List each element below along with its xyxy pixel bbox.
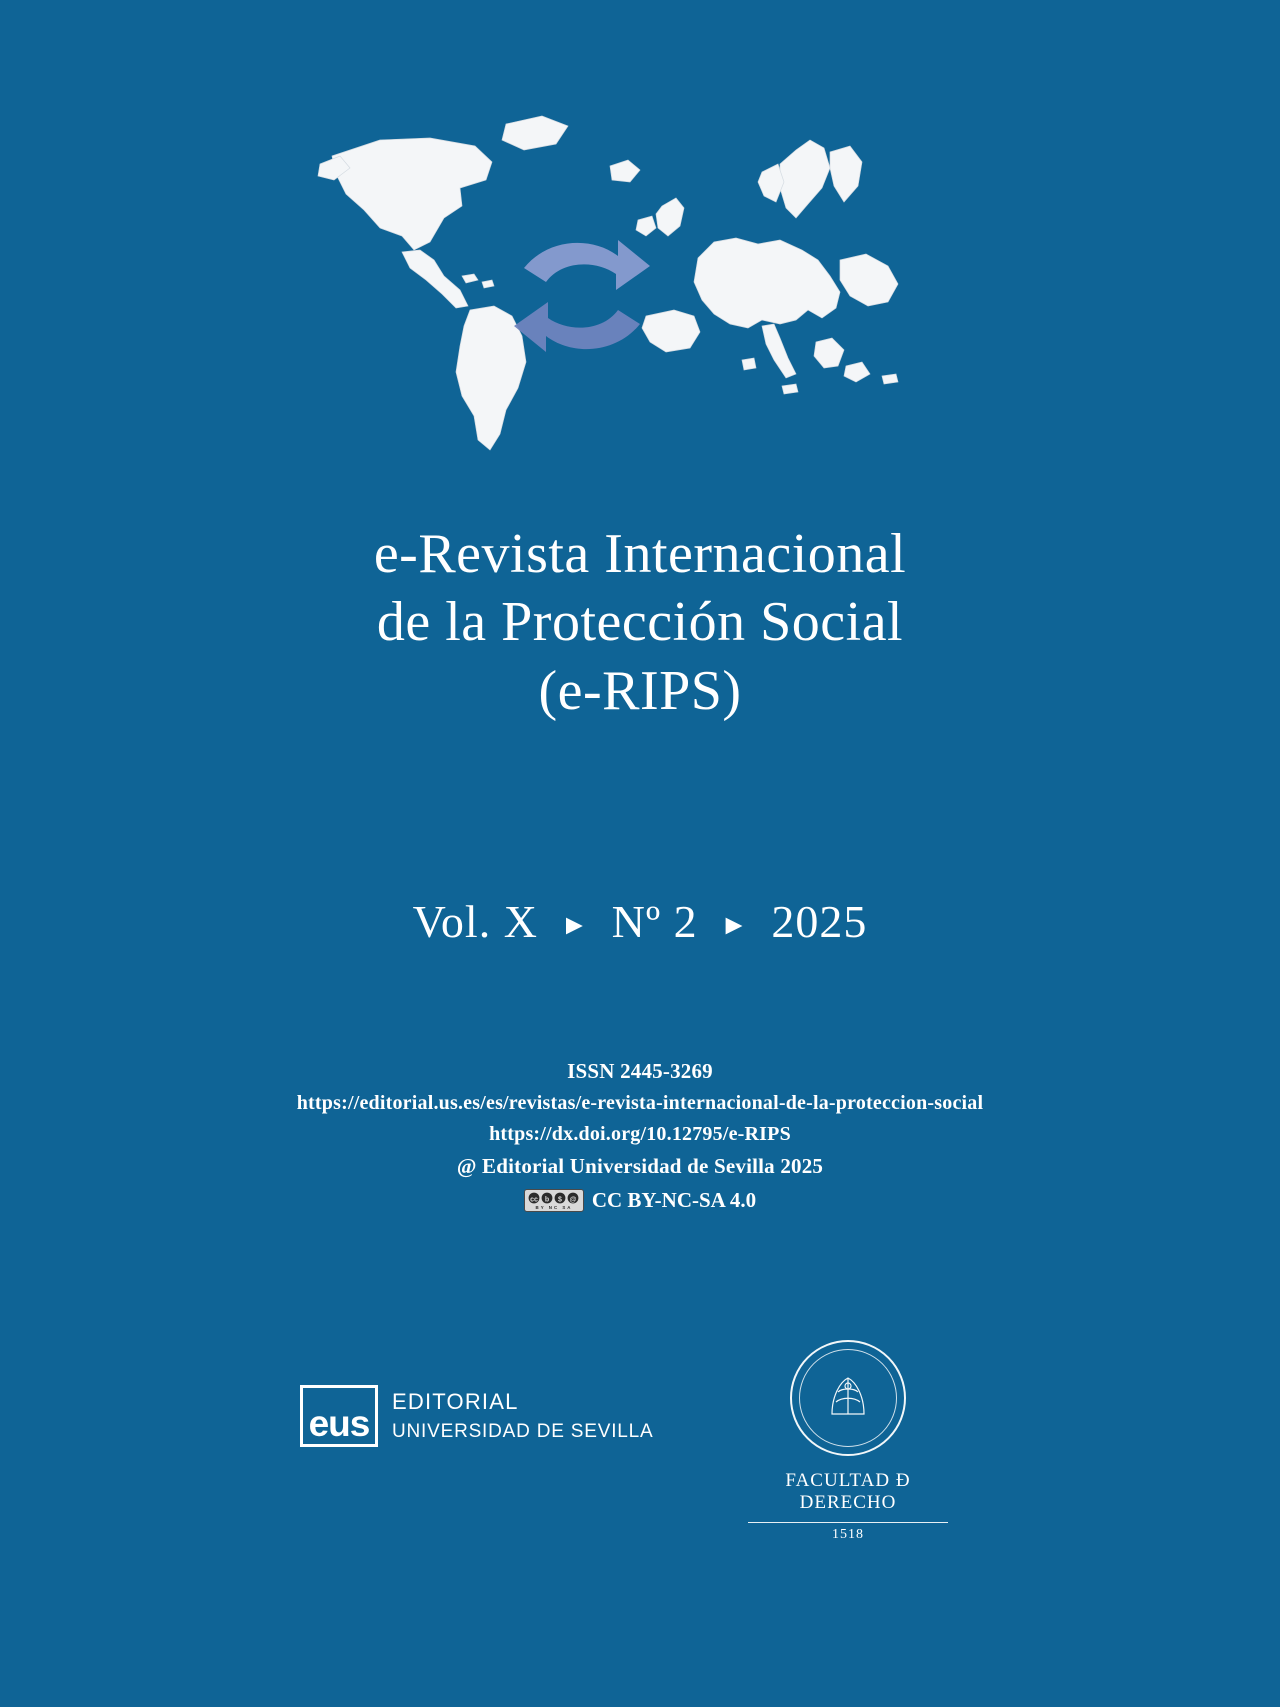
svg-text:b: b	[544, 1196, 549, 1204]
publisher-line-2: UNIVERSIDAD DE SEVILLA	[392, 1421, 654, 1443]
license-label: CC BY-NC-SA 4.0	[591, 1188, 757, 1213]
journal-url[interactable]: https://editorial.us.es/es/revistas/e-revista-internacional-de-la-proteccion-social	[296, 1091, 984, 1114]
license	[0, 1184, 1280, 1217]
creative-commons-icon	[524, 1189, 584, 1212]
seal-divider	[748, 1522, 948, 1523]
issn: ISSN 2445-3269	[567, 1059, 713, 1083]
svg-text:cc: cc	[529, 1196, 538, 1204]
publisher-name	[392, 1386, 654, 1445]
editorial-universidad-de-sevilla-logo	[300, 1385, 654, 1447]
title-line-3: (e-RIPS)	[538, 659, 742, 722]
year-label: 2025	[771, 896, 868, 947]
title-line-2: de la Protección Social	[376, 591, 904, 654]
faculty-year: 1518	[832, 1527, 864, 1542]
world-map-americas-europe-icon	[310, 110, 970, 480]
journal-title	[0, 520, 1280, 725]
triangle-right-icon: ►	[560, 910, 590, 941]
publisher-line-1: EDITORIAL	[392, 1389, 519, 1415]
svg-text:@: @	[569, 1196, 577, 1204]
triangle-right-icon-2: ►	[720, 910, 749, 941]
faculty-name: FACULTAD Ð DERECHO	[785, 1470, 911, 1513]
volume-label: Vol. X	[412, 896, 538, 947]
svg-text:BY NC SA: BY NC SA	[535, 1204, 573, 1210]
seal-emblem-icon	[820, 1370, 876, 1426]
exchange-arrows-icon	[514, 240, 650, 352]
copyright: @ Editorial Universidad de Sevilla 2025	[456, 1153, 824, 1178]
universidad-de-sevilla-seal-icon	[790, 1340, 906, 1456]
title-line-1: e-Revista Internacional	[373, 523, 907, 585]
issue-label: Nº 2	[611, 896, 698, 947]
publication-metadata	[0, 1055, 1280, 1217]
doi-url[interactable]: https://dx.doi.org/10.12795/e-RIPS	[489, 1122, 791, 1145]
eus-mark-label: eus	[308, 1403, 370, 1444]
faculty-of-law-seal-block	[748, 1340, 948, 1543]
logos-row	[0, 1340, 1280, 1570]
eus-mark-icon	[300, 1385, 378, 1447]
world-map-illustration	[0, 110, 1280, 480]
svg-text:$: $	[557, 1196, 562, 1204]
volume-issue-year	[0, 895, 1280, 948]
